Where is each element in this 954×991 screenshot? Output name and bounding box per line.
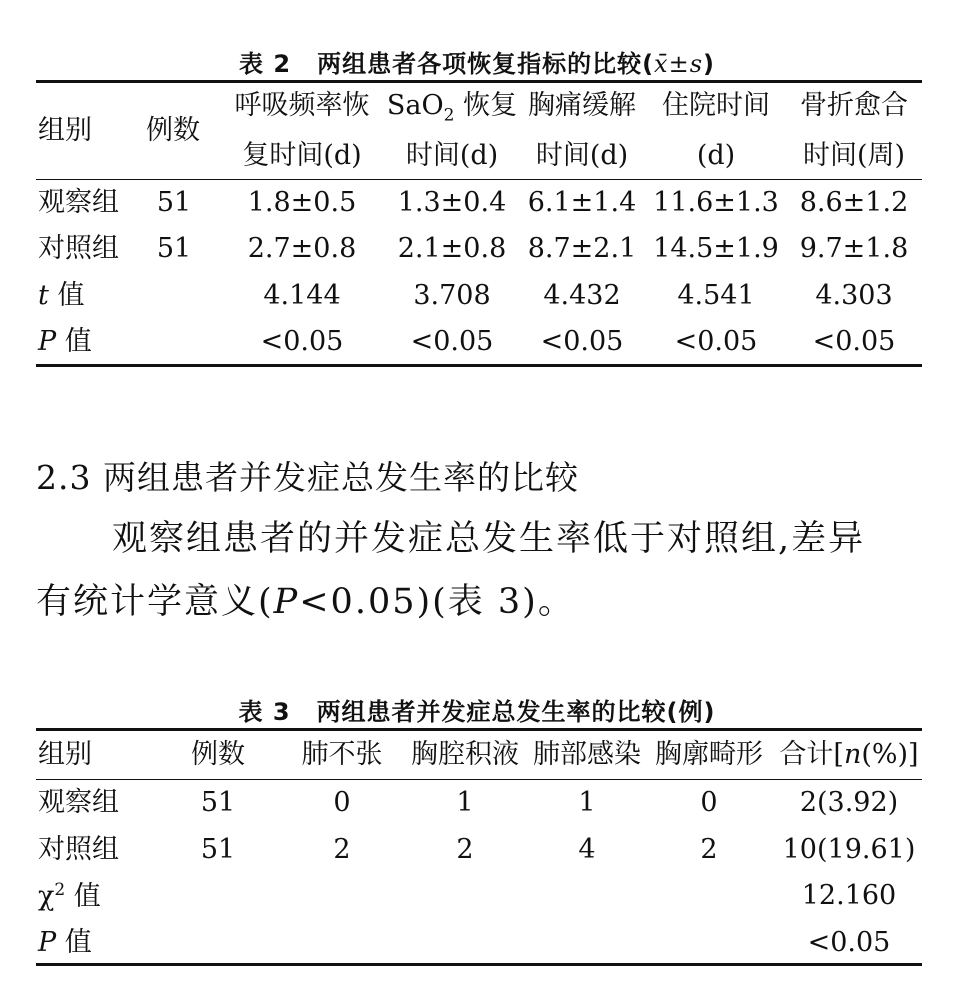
table3-caption — [0, 692, 954, 727]
table2-caption-text: 两组患者各项恢复指标的比较( — [317, 50, 655, 78]
t-label-text: 值 — [48, 280, 85, 311]
table3-top-rule — [36, 728, 922, 731]
para-line2-suffix: <0.05)(表 3)。 — [299, 582, 575, 622]
table3-row1-atelectasis: 0 — [333, 787, 351, 818]
table3-header-effusion: 胸腔积液 — [411, 739, 519, 770]
table2-header-resp-line2: 复时间(d) — [242, 140, 362, 171]
table2-row2-n: 51 — [156, 233, 192, 264]
table2-row1-n: 51 — [156, 187, 192, 218]
total-header-suffix: (%)] — [861, 739, 919, 770]
table2-header-hosp-line1: 住院时间 — [662, 90, 770, 121]
table3-row1-n: 51 — [200, 787, 236, 818]
para-line2-prefix: 有统计学意义( — [36, 582, 274, 622]
total-header-prefix: 合计[ — [779, 739, 844, 770]
table2-header-frac-line2: 时间(周) — [802, 140, 906, 171]
table2-row2-group: 对照组 — [38, 233, 119, 264]
table3-header-rule — [36, 779, 922, 780]
table2-t-sao2: 3.708 — [413, 280, 491, 311]
table2-caption — [0, 44, 954, 79]
table2-row1-pain: 6.1±1.4 — [527, 187, 637, 218]
table2-header-rule — [36, 179, 922, 180]
section-paragraph-line2 — [36, 574, 575, 624]
section-paragraph-line1: 观察组患者的并发症总发生率低于对照组,差异 — [112, 519, 866, 559]
table2-t-label — [38, 282, 84, 309]
sao2-label-suffix: 恢复 — [454, 90, 518, 121]
table2-p-label — [38, 328, 92, 355]
table2-row1-group: 观察组 — [38, 187, 119, 218]
table3-row2-effusion: 2 — [456, 834, 474, 865]
chi-label-text: 值 — [65, 881, 101, 912]
table2-row1-resp: 1.8±0.5 — [247, 187, 357, 218]
table3-p-total: <0.05 — [807, 927, 891, 958]
table3-row1-deformity: 0 — [700, 787, 718, 818]
table3-row1-total: 2(3.92) — [799, 787, 899, 818]
table3-caption-text: 两组患者并发症总发生率的比较(例) — [316, 698, 716, 726]
table2-row2-pain: 8.7±2.1 — [527, 233, 637, 264]
table2-top-rule — [36, 80, 922, 83]
table2-t-hosp: 4.541 — [677, 280, 755, 311]
table2-row1-sao2: 1.3±0.4 — [397, 187, 507, 218]
para-p-symbol: P — [273, 582, 300, 622]
chi-superscript: 2 — [54, 880, 66, 900]
table2-header-sao2-line2: 时间(d) — [405, 140, 499, 171]
table2-bottom-rule — [36, 364, 922, 367]
p-symbol: P — [38, 326, 57, 357]
sao2-label: SaO — [386, 90, 444, 121]
table2-header-sao2-line1 — [387, 92, 517, 124]
table3-header-group: 组别 — [38, 739, 92, 770]
table2-header-n: 例数 — [146, 115, 200, 146]
total-n-symbol: n — [843, 739, 862, 770]
table3-p-symbol: P — [38, 927, 57, 958]
table3-chi-total: 12.160 — [801, 880, 897, 911]
table2-p-hosp: <0.05 — [674, 326, 758, 357]
table2-header-pain-line1: 胸痛缓解 — [528, 90, 636, 121]
table3-caption-number: 表 3 — [238, 698, 291, 726]
table3-header-n: 例数 — [191, 739, 245, 770]
table2-header-group: 组别 — [38, 115, 92, 146]
table3-row2-n: 51 — [200, 834, 236, 865]
table3-bottom-rule — [36, 963, 922, 966]
table3-header-deformity: 胸廓畸形 — [655, 739, 763, 770]
table2-row2-sao2: 2.1±0.8 — [397, 233, 507, 264]
t-symbol: t — [38, 280, 49, 311]
table2-t-resp: 4.144 — [263, 280, 341, 311]
table2-header-frac-line1: 骨折愈合 — [800, 90, 908, 121]
table3-header-total — [779, 741, 918, 768]
table3-row2-group: 对照组 — [38, 834, 119, 865]
table3-row1-infection: 1 — [578, 787, 596, 818]
table2-header-pain-line2: 时间(d) — [535, 140, 629, 171]
table2-p-frac: <0.05 — [812, 326, 896, 357]
table3-row2-deformity: 2 — [700, 834, 718, 865]
table2-row1-frac: 8.6±1.2 — [799, 187, 909, 218]
table2-t-pain: 4.432 — [543, 280, 621, 311]
table3-header-infection: 肺部感染 — [533, 739, 641, 770]
table2-p-sao2: <0.05 — [410, 326, 494, 357]
table2-header-hosp-line2: (d) — [696, 140, 736, 171]
table3-p-label — [38, 929, 92, 956]
table2-row2-resp: 2.7±0.8 — [247, 233, 357, 264]
section-heading: 2.3 两组患者并发症总发生率的比较 — [36, 458, 579, 497]
table2-caption-number: 表 2 — [239, 50, 292, 78]
table3-header-atelectasis: 肺不张 — [301, 739, 383, 770]
p-label-text: 值 — [56, 326, 92, 357]
table2-row1-hosp: 11.6±1.3 — [653, 187, 779, 218]
table3-row1-group: 观察组 — [38, 787, 119, 818]
table2-caption-close: ) — [703, 50, 715, 78]
table3-row2-total: 10(19.61) — [782, 834, 916, 865]
table3-row1-effusion: 1 — [456, 787, 474, 818]
table2-t-frac: 4.303 — [815, 280, 893, 311]
table2-caption-stat: x̄±s — [654, 50, 704, 78]
table2-row2-hosp: 14.5±1.9 — [653, 233, 779, 264]
table2-header-resp-line1: 呼吸频率恢 — [234, 90, 370, 121]
chi-symbol: χ — [38, 881, 55, 912]
table2-row2-frac: 9.7±1.8 — [799, 233, 909, 264]
table2-p-resp: <0.05 — [260, 326, 344, 357]
table2-p-pain: <0.05 — [540, 326, 624, 357]
table3-p-label-text: 值 — [56, 927, 92, 958]
sao2-subscript: 2 — [443, 105, 455, 126]
table3-row2-atelectasis: 2 — [333, 834, 351, 865]
table3-chi-label — [38, 882, 101, 910]
table3-row2-infection: 4 — [578, 834, 596, 865]
